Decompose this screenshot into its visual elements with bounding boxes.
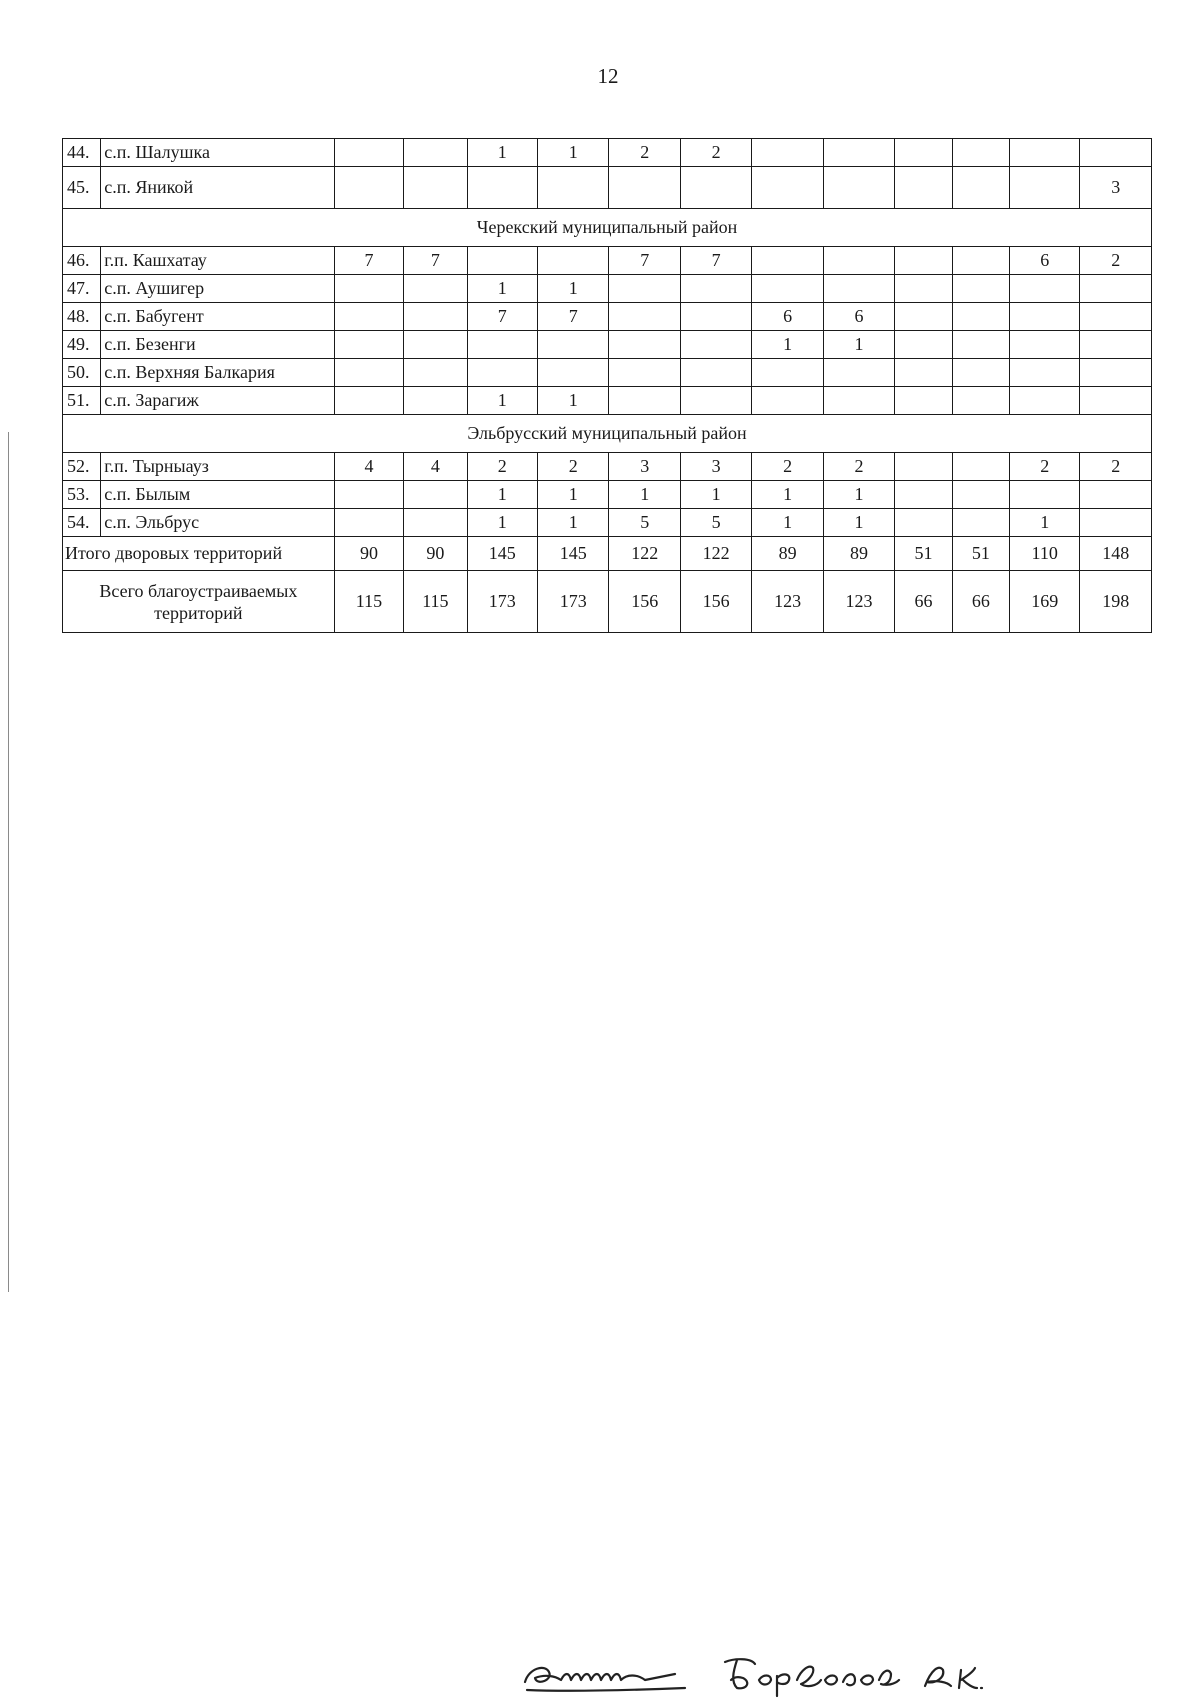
table-cell: 1	[823, 481, 894, 509]
grand-total-cell: 156	[680, 571, 751, 633]
table-cell	[404, 331, 467, 359]
table-cell: 2	[1080, 247, 1152, 275]
table-cell	[538, 331, 609, 359]
table-cell: 1	[538, 275, 609, 303]
district-header: Эльбрусский муниципальный район	[63, 415, 1152, 453]
table-row	[63, 453, 1152, 481]
table-cell	[404, 359, 467, 387]
table-cell: 1	[752, 509, 823, 537]
table-cell: 7	[609, 247, 680, 275]
total-label: Итого дворовых территорий	[63, 537, 335, 571]
table-cell	[895, 359, 952, 387]
table-cell	[752, 139, 823, 167]
settlement-name: с.п. Аушигер	[101, 275, 335, 303]
table-cell	[467, 359, 537, 387]
table-cell	[680, 387, 751, 415]
table-cell	[334, 509, 403, 537]
grand-total-cell: 169	[1010, 571, 1080, 633]
total-cell: 145	[538, 537, 609, 571]
table-cell: 7	[680, 247, 751, 275]
settlement-name: с.п. Эльбрус	[101, 509, 335, 537]
row-number: 50.	[63, 359, 101, 387]
table-cell	[1080, 303, 1152, 331]
table-cell	[752, 167, 823, 209]
table-cell: 1	[467, 387, 537, 415]
table-cell: 6	[1010, 247, 1080, 275]
table-cell	[404, 509, 467, 537]
table-cell	[823, 387, 894, 415]
settlement-name: с.п. Бабугент	[101, 303, 335, 331]
table-cell	[404, 139, 467, 167]
territories-table-container	[62, 138, 1152, 633]
row-number: 51.	[63, 387, 101, 415]
district-header: Черекский муниципальный район	[63, 209, 1152, 247]
table-cell: 3	[680, 453, 751, 481]
grand-total-cell: 66	[952, 571, 1009, 633]
grand-total-cell: 156	[609, 571, 680, 633]
grand-total-label: Всего благоустраиваемых территорий	[63, 571, 335, 633]
table-cell	[538, 247, 609, 275]
table-cell: 6	[823, 303, 894, 331]
total-cell: 110	[1010, 537, 1080, 571]
row-number: 44.	[63, 139, 101, 167]
settlement-name: с.п. Зарагиж	[101, 387, 335, 415]
total-row	[63, 537, 1152, 571]
table-cell	[1080, 139, 1152, 167]
table-cell: 1	[752, 481, 823, 509]
grand-total-cell: 115	[404, 571, 467, 633]
table-cell	[334, 387, 403, 415]
total-cell: 51	[895, 537, 952, 571]
table-cell: 1	[467, 509, 537, 537]
table-cell	[1010, 167, 1080, 209]
table-row	[63, 139, 1152, 167]
table-cell: 1	[752, 331, 823, 359]
table-cell	[1080, 387, 1152, 415]
row-number: 52.	[63, 453, 101, 481]
settlement-name: г.п. Кашхатау	[101, 247, 335, 275]
table-cell: 7	[467, 303, 537, 331]
row-number: 53.	[63, 481, 101, 509]
table-cell: 5	[680, 509, 751, 537]
table-cell	[952, 303, 1009, 331]
table-cell	[752, 275, 823, 303]
row-number: 49.	[63, 331, 101, 359]
settlement-name: г.п. Тырныауз	[101, 453, 335, 481]
table-cell	[334, 275, 403, 303]
territories-table	[62, 138, 1152, 633]
grand-total-cell: 198	[1080, 571, 1152, 633]
grand-total-cell: 173	[467, 571, 537, 633]
total-cell: 90	[334, 537, 403, 571]
table-cell: 2	[823, 453, 894, 481]
table-cell	[609, 167, 680, 209]
table-cell	[609, 359, 680, 387]
table-cell: 1	[823, 509, 894, 537]
table-cell	[467, 167, 537, 209]
table-cell	[680, 275, 751, 303]
table-cell: 1	[538, 481, 609, 509]
total-cell: 122	[680, 537, 751, 571]
table-cell	[467, 247, 537, 275]
grand-total-cell: 123	[752, 571, 823, 633]
table-cell: 4	[404, 453, 467, 481]
table-cell	[1080, 275, 1152, 303]
table-cell	[404, 481, 467, 509]
table-cell: 2	[1080, 453, 1152, 481]
table-cell: 2	[609, 139, 680, 167]
table-cell: 1	[1010, 509, 1080, 537]
district-header-row	[63, 209, 1152, 247]
table-cell: 6	[752, 303, 823, 331]
table-cell	[895, 481, 952, 509]
table-cell	[1080, 359, 1152, 387]
table-cell	[895, 167, 952, 209]
table-cell	[334, 303, 403, 331]
settlement-name: с.п. Шалушка	[101, 139, 335, 167]
row-number: 47.	[63, 275, 101, 303]
total-cell: 122	[609, 537, 680, 571]
table-cell	[334, 167, 403, 209]
table-cell	[952, 331, 1009, 359]
grand-total-cell: 115	[334, 571, 403, 633]
table-cell	[952, 359, 1009, 387]
table-cell	[952, 139, 1009, 167]
table-cell	[752, 247, 823, 275]
table-cell: 7	[538, 303, 609, 331]
table-row	[63, 167, 1152, 209]
table-cell	[680, 331, 751, 359]
total-cell: 89	[823, 537, 894, 571]
table-cell	[1080, 481, 1152, 509]
table-cell	[609, 275, 680, 303]
table-cell	[334, 331, 403, 359]
total-cell: 90	[404, 537, 467, 571]
total-cell: 145	[467, 537, 537, 571]
row-number: 45.	[63, 167, 101, 209]
table-row	[63, 275, 1152, 303]
table-cell: 2	[752, 453, 823, 481]
table-row	[63, 387, 1152, 415]
table-cell	[1010, 387, 1080, 415]
page-number: 12	[597, 64, 619, 88]
table-cell	[680, 303, 751, 331]
table-cell: 1	[467, 139, 537, 167]
grand-total-cell: 66	[895, 571, 952, 633]
table-cell	[609, 331, 680, 359]
table-cell: 1	[538, 139, 609, 167]
scan-margin-line	[8, 432, 9, 1292]
table-cell	[1080, 509, 1152, 537]
table-row	[63, 247, 1152, 275]
table-cell: 2	[538, 453, 609, 481]
table-cell	[952, 387, 1009, 415]
table-cell	[334, 481, 403, 509]
table-cell	[823, 139, 894, 167]
table-cell	[1010, 359, 1080, 387]
table-row	[63, 303, 1152, 331]
table-cell	[752, 359, 823, 387]
table-cell: 1	[609, 481, 680, 509]
settlement-name: с.п. Верхняя Балкария	[101, 359, 335, 387]
table-cell	[680, 359, 751, 387]
settlement-name: с.п. Былым	[101, 481, 335, 509]
table-cell	[952, 275, 1009, 303]
table-cell	[895, 331, 952, 359]
table-cell	[895, 453, 952, 481]
table-cell	[404, 387, 467, 415]
settlement-name: с.п. Яникой	[101, 167, 335, 209]
table-cell	[952, 167, 1009, 209]
table-cell: 3	[1080, 167, 1152, 209]
table-cell: 1	[538, 387, 609, 415]
table-cell	[609, 387, 680, 415]
total-cell: 89	[752, 537, 823, 571]
table-cell	[895, 139, 952, 167]
total-cell: 148	[1080, 537, 1152, 571]
table-cell	[404, 167, 467, 209]
table-cell: 1	[467, 275, 537, 303]
table-cell: 7	[404, 247, 467, 275]
grand-total-row	[63, 571, 1152, 633]
row-number: 46.	[63, 247, 101, 275]
table-cell	[1010, 481, 1080, 509]
table-cell	[404, 303, 467, 331]
table-cell	[1010, 275, 1080, 303]
table-cell	[952, 509, 1009, 537]
table-cell	[538, 359, 609, 387]
table-cell	[334, 139, 403, 167]
handwritten-signature	[515, 1650, 1015, 1700]
table-row	[63, 331, 1152, 359]
table-cell: 4	[334, 453, 403, 481]
table-cell: 3	[609, 453, 680, 481]
table-cell	[952, 247, 1009, 275]
table-cell: 5	[609, 509, 680, 537]
table-cell	[609, 303, 680, 331]
table-cell	[823, 359, 894, 387]
table-cell	[823, 275, 894, 303]
table-cell	[823, 167, 894, 209]
table-row	[63, 509, 1152, 537]
table-cell	[895, 247, 952, 275]
table-cell: 1	[823, 331, 894, 359]
table-cell: 2	[467, 453, 537, 481]
table-row	[63, 359, 1152, 387]
table-cell	[1010, 331, 1080, 359]
table-cell	[1080, 331, 1152, 359]
settlement-name: с.п. Безенги	[101, 331, 335, 359]
table-cell: 1	[538, 509, 609, 537]
table-cell	[467, 331, 537, 359]
table-cell	[1010, 303, 1080, 331]
table-cell	[1010, 139, 1080, 167]
table-cell	[823, 247, 894, 275]
table-cell: 1	[467, 481, 537, 509]
grand-total-cell: 123	[823, 571, 894, 633]
table-cell	[895, 303, 952, 331]
row-number: 48.	[63, 303, 101, 331]
table-row	[63, 481, 1152, 509]
row-number: 54.	[63, 509, 101, 537]
table-cell	[680, 167, 751, 209]
table-cell	[895, 509, 952, 537]
table-cell	[334, 359, 403, 387]
district-header-row	[63, 415, 1152, 453]
grand-total-cell: 173	[538, 571, 609, 633]
table-cell	[895, 387, 952, 415]
table-cell: 1	[680, 481, 751, 509]
table-cell	[752, 387, 823, 415]
table-cell: 2	[680, 139, 751, 167]
table-cell	[895, 275, 952, 303]
table-cell	[538, 167, 609, 209]
table-cell: 2	[1010, 453, 1080, 481]
table-cell	[952, 453, 1009, 481]
total-cell: 51	[952, 537, 1009, 571]
table-cell	[404, 275, 467, 303]
table-cell	[952, 481, 1009, 509]
table-cell: 7	[334, 247, 403, 275]
